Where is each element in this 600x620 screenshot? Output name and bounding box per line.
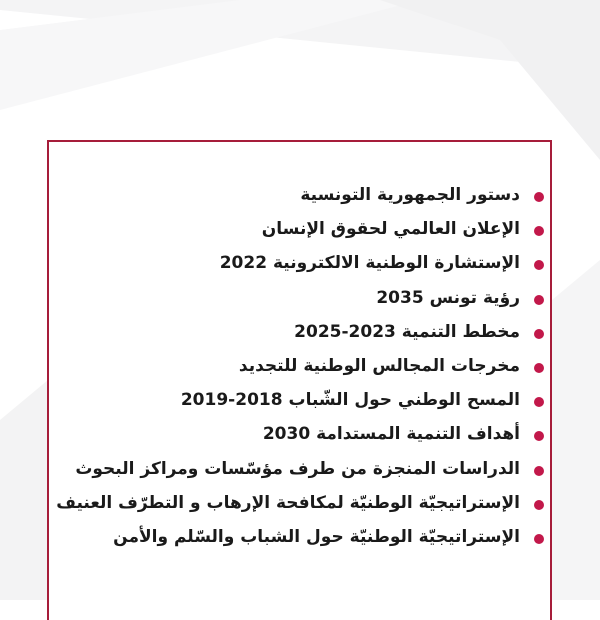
bullet-dot-icon	[534, 431, 544, 441]
list-item	[54, 315, 544, 349]
bullet-dot-icon	[534, 260, 544, 270]
list-item-label: مخرجات المجالس الوطنية للتجديد	[238, 356, 520, 377]
list-item	[54, 383, 544, 417]
reference-list	[54, 178, 544, 554]
list-item-label: أهداف التنمية المستدامة 2030	[262, 424, 520, 445]
list-item-label: مخطط التنمية 2023-2025	[294, 321, 520, 342]
bullet-dot-icon	[534, 534, 544, 544]
bullet-dot-icon	[534, 226, 544, 236]
bullet-dot-icon	[534, 363, 544, 373]
list-item-label: المسح الوطني حول الشّباب 2018-2019	[180, 390, 520, 411]
bullet-dot-icon	[534, 329, 544, 339]
bullet-dot-icon	[534, 466, 544, 476]
list-item-label: الإستراتيجيّة الوطنيّة حول الشباب والسّلم والأمن	[113, 526, 520, 547]
bullet-dot-icon	[534, 397, 544, 407]
list-item	[54, 452, 544, 486]
list-item	[54, 486, 544, 520]
list-item-label: الإستشارة الوطنية الالكترونية 2022	[219, 253, 520, 274]
list-item-label: الدراسات المنجزة من طرف مؤسّسات ومراكز البحوث	[75, 458, 520, 479]
list-item	[54, 178, 544, 212]
list-item-label: دستور الجمهورية التونسية	[300, 185, 520, 206]
list-item-label: الإستراتيجيّة الوطنيّة لمكافحة الإرهاب و التطرّف العنيف	[56, 492, 520, 513]
bullet-dot-icon	[534, 500, 544, 510]
list-item	[54, 212, 544, 246]
list-item	[54, 281, 544, 315]
list-item	[54, 246, 544, 280]
list-item	[54, 349, 544, 383]
list-item	[54, 520, 544, 554]
list-item	[54, 417, 544, 451]
list-item-label: رؤية تونس 2035	[376, 287, 520, 308]
list-item-label: الإعلان العالمي لحقوق الإنسان	[261, 219, 520, 240]
bullet-dot-icon	[534, 295, 544, 305]
bullet-dot-icon	[534, 192, 544, 202]
